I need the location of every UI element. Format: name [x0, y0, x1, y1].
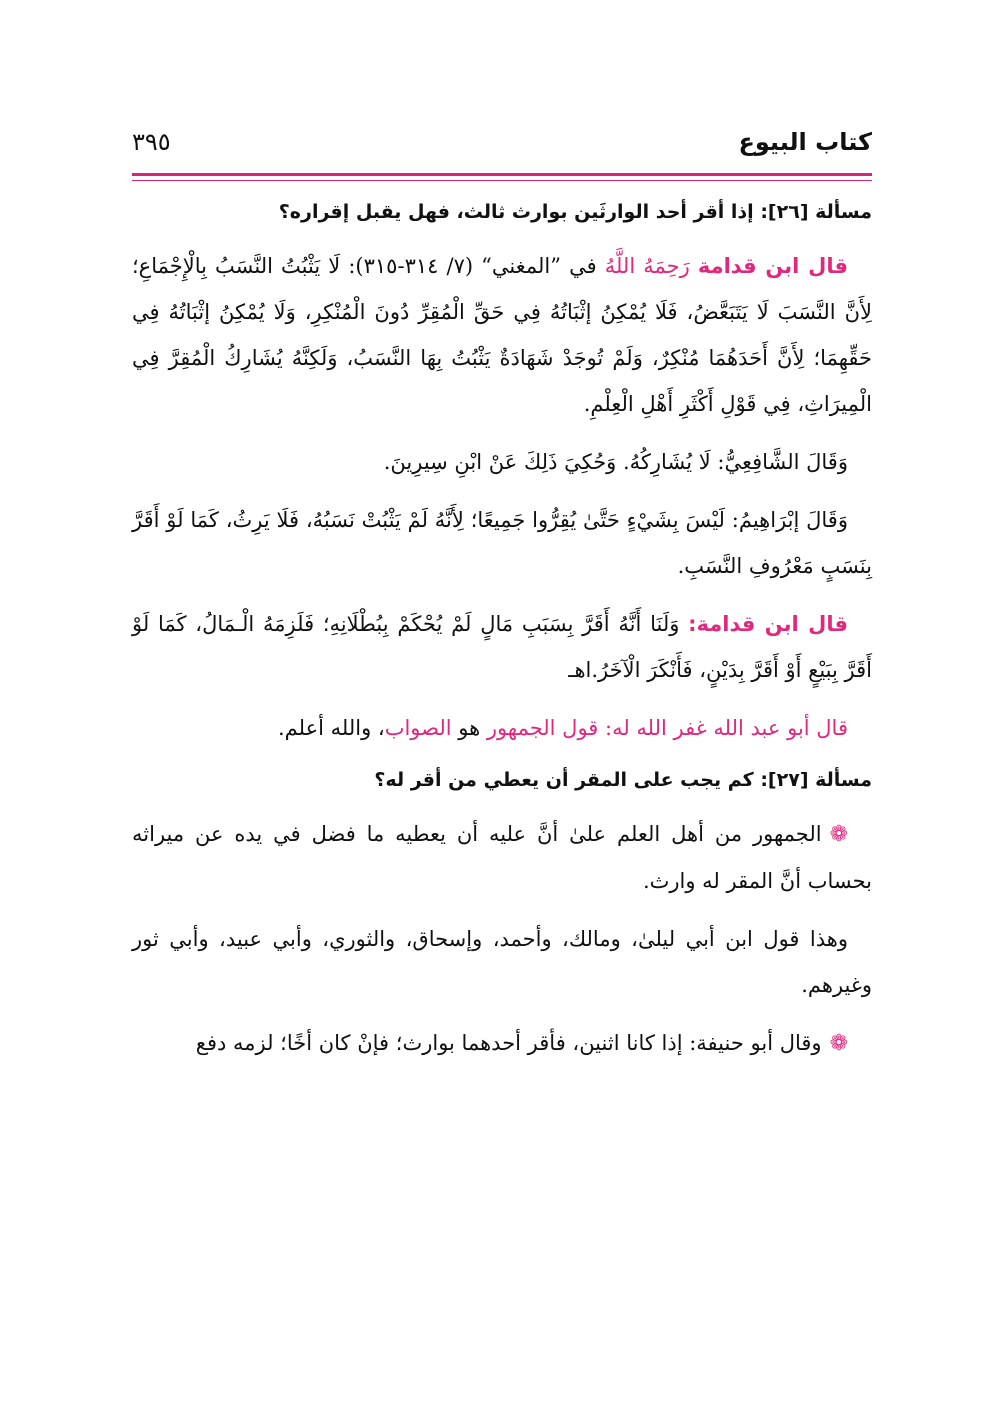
- paragraph-ibn-qudama-1: [132, 243, 872, 427]
- paragraph-text: في ”المغني“ (٧/ ٣١٤-٣١٥): لَا يَثْبُتُ النَّسَبُ بِالْإِجْمَاعِ؛ لِأَنَّ النَّسَبَ لَا يَتَبَعَّضُ، فَلَا يُمْكِنُ إثْبَاتُهُ فِي حَقِّ الْمُقِرِّ دُونَ الْمُنْكِرِ، وَلَا يُمْكِنُ إثْبَاتُهُ فِي حَقِّهِمَا؛ لِأَنَّ أَحَدَهُمَا مُنْكِرٌ، وَلَمْ تُوجَدْ شَهَادَةٌ يَثْبُتُ بِهَا النَّسَبُ، وَلَكِنَّهُ يُشَارِكُ الْمُقِرَّ فِي الْمِيرَاثِ، فِي قَوْلِ أَكْثَرِ أَهْلِ الْعِلْمِ.: [132, 254, 872, 416]
- header-rule-thick: [132, 173, 872, 176]
- paragraph-ibn-qudama-2: [132, 601, 872, 693]
- paragraph-text: وقال أبو حنيفة: إذا كانا اثنين، فأقر أحدهما بوارث؛ فإنْ كان أخًا؛ لزمه دفع: [195, 1031, 822, 1055]
- page-header: [132, 128, 872, 172]
- paragraph-scholars-list: وهذا قول ابن أبي ليلىٰ، ومالك، وأحمد، وإسحاق، والثوري، وأبي عبيد، وأبي ثور وغيرهم.: [132, 927, 872, 997]
- paragraph-majority: [132, 811, 872, 904]
- header-rule-thin: [132, 180, 872, 181]
- paragraph-abu-hanifa: [132, 1020, 872, 1067]
- highlight-majority: قول الجمهور: [486, 716, 599, 740]
- highlight-correct: الصواب: [384, 716, 452, 740]
- speaker-label: قال ابن قدامة:: [688, 612, 848, 636]
- speaker-label: قال أبو عبد الله غفر الله له:: [605, 716, 848, 740]
- question-label: مسألة [٢٦]:: [760, 201, 872, 223]
- question-label: مسألة [٢٧]:: [760, 769, 872, 791]
- paragraph-text: الجمهور من أهل العلم علىٰ أنَّ عليه أن يعطيه ما فضل في يده عن ميراثه بحساب أنَّ المقر له وارث.: [132, 822, 872, 893]
- star-ornament-icon: ❁: [829, 822, 848, 847]
- connector-text: هو: [458, 716, 481, 740]
- question-title: كم يجب على المقر أن يعطي من أقر له؟: [374, 769, 754, 791]
- closing-text: ، والله أعلم.: [278, 716, 385, 740]
- paragraph-ibrahim: وَقَالَ إبْرَاهِيمُ: لَيْسَ بِشَيْءٍ حَتَّىٰ يُقِرُّوا جَمِيعًا؛ لِأَنَّهُ لَمْ يَثْبُتْ نَسَبُهُ، فَلَا يَرِثُ، كَمَا لَوْ أَقَرَّ بِنَسَبٍ مَعْرُوفِ النَّسَبِ.: [132, 508, 872, 578]
- chapter-title: كتاب البيوع: [738, 128, 872, 156]
- page-content: [132, 195, 872, 1079]
- paragraph-author-opinion: [132, 705, 872, 751]
- honorific: رَحِمَهُ اللَّهُ: [604, 254, 690, 278]
- page-number: ٣٩٥: [132, 128, 171, 156]
- question-heading-26: [132, 195, 872, 229]
- speaker-label: قال ابن قدامة: [697, 254, 848, 278]
- star-ornament-icon: ❁: [829, 1031, 848, 1056]
- paragraph-shafii: وَقَالَ الشَّافِعِيُّ: لَا يُشَارِكُهُ. وَحُكِيَ ذَلِكَ عَنْ ابْنِ سِيرِينَ.: [383, 450, 848, 474]
- paragraph-text: وَلَنَا أَنَّهُ أَقَرَّ بِسَبَبِ مَالٍ لَمْ يُحْكَمْ بِبُطْلَانِهِ؛ فَلَزِمَهُ الْـمَالُ، كَمَا لَوْ أَقَرَّ بِبَيْعٍ أَوْ أَقَرَّ بِدَيْنٍ، فَأَنْكَرَ الْآخَرُ.اهـ: [132, 612, 872, 682]
- question-title: إذا أقر أحد الوارثَين بوارث ثالث، فهل يقبل إقراره؟: [278, 201, 754, 223]
- question-heading-27: [132, 763, 872, 797]
